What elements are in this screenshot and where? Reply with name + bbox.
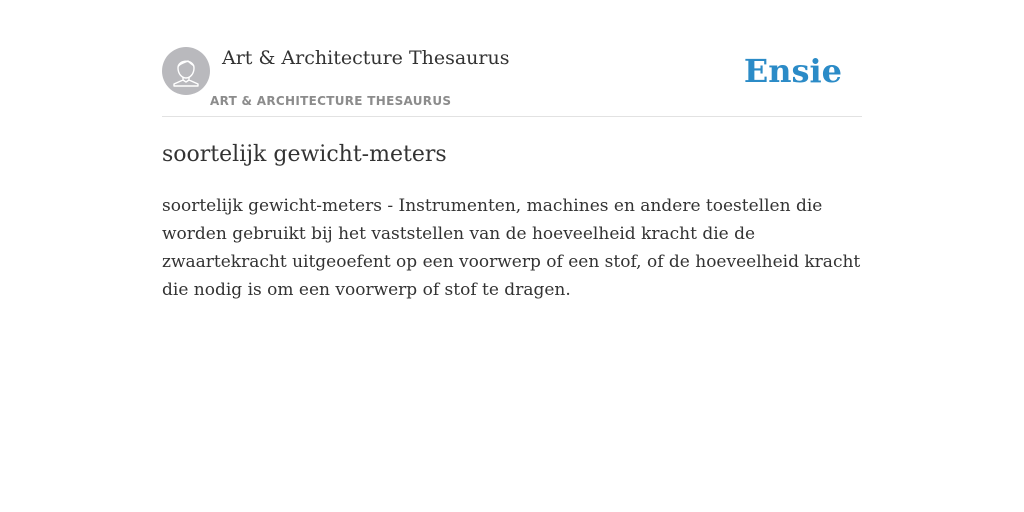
- author-name[interactable]: Art & Architecture Thesaurus: [222, 47, 510, 69]
- source-label[interactable]: ART & ARCHITECTURE THESAURUS: [210, 94, 452, 108]
- definition-text: soortelijk gewicht-meters - Instrumenten, machines en andere toestellen die worden gebruikt bij het vaststellen van de hoeveelheid kracht die de zwaartekracht uitgeoefent op een voorwerp of een stof, of de hoeveelheid kracht die nodig is om een voorwerp of stof te dragen.: [162, 196, 861, 300]
- brand-logo[interactable]: Ensie: [743, 52, 842, 90]
- user-silhouette-icon: [162, 47, 210, 95]
- avatar[interactable]: [162, 47, 210, 95]
- article-header: [162, 46, 862, 117]
- page-title: soortelijk gewicht-meters: [162, 142, 447, 167]
